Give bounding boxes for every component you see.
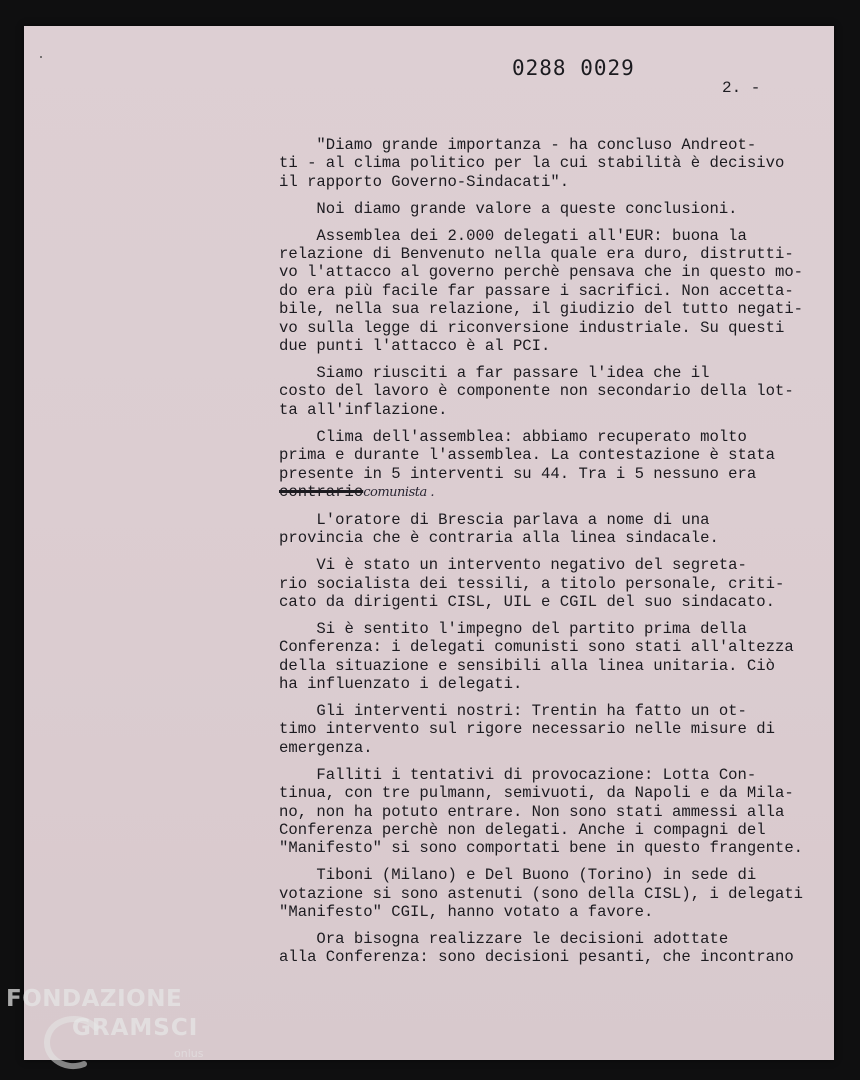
watermark-line-gramsci: GRAMSCI (72, 1015, 199, 1041)
paragraph-impegno-partito: Si è sentito l'impegno del partito prima della Conferenza: i delegati comunisti sono stati all'altezza della situazione e sensibili alla linea unitaria. Ciò ha influenzato i delegati. (279, 619, 794, 694)
paper-speck (40, 56, 42, 58)
paragraph-interventi-nostri: Gli interventi nostri: Trentin ha fatto un ot- timo intervento sul rigore necessario nelle misure di emergenza. (279, 701, 775, 757)
paragraph-andreotti-quote: "Diamo grande importanza - ha concluso Andreot- ti - al clima politico per la cui stabilità è decisivo il rapporto Governo-Sindacati". (279, 136, 785, 191)
paragraph-assemblea-eur: Assemblea dei 2.000 delegati all'EUR: buona la relazione di Benvenuto nella quale era duro, distrutti- vo l'attacco al governo perchè pensava che in questo mo- do era più facile far passare i sacrifici. Non accetta- bile, nella sua relazione, il giudizio del tutto negati- vo sulla legge di riconversione industriale. Su questi due punti l'attacco è al PCI. (279, 226, 804, 356)
paragraph-conclusions: Noi diamo grande valore a queste conclusioni. (279, 199, 738, 218)
struck-out-word: contrario (279, 482, 364, 501)
paragraph-clima-assemblea (279, 428, 824, 503)
page-number: 2. - (722, 79, 761, 97)
handwritten-correction: comunista . (363, 484, 434, 500)
typed-body (279, 136, 824, 975)
paragraph-provocazione: Falliti i tentativi di provocazione: Lotta Con- tinua, con tre pulmann, semivuoti, da Napoli e da Mila- no, non ha potuto entrare. Non sono stati ammessi alla Conferenza perchè non delegati. Anche i compagni del "Manifesto" si sono comportati bene in questo frangente. (279, 765, 804, 858)
paragraph-brescia: L'oratore di Brescia parlava a nome di una provincia che è contraria alla linea sindacale. (279, 510, 719, 548)
paragraph-tessili: Vi è stato un intervento negativo del segreta- rio socialista dei tessili, a titolo personale, criti- cato da dirigenti CISL, UIL e CGIL del suo sindacato. (279, 556, 785, 611)
paragraph-costo-lavoro: Siamo riusciti a far passare l'idea che il costo del lavoro è componente non secondario della lot- ta all'inflazione. (279, 363, 794, 419)
archive-stamp-number: 0288 0029 (512, 56, 635, 80)
clima-typed-text: Clima dell'assemblea: abbiamo recuperato molto prima e durante l'assemblea. La contestazione è stata presente in 5 interventi su 44. Tra i 5 nessuno era (279, 427, 775, 483)
fondazione-gramsci-watermark (6, 986, 226, 1080)
paragraph-votazione: Tiboni (Milano) e Del Buono (Torino) in sede di votazione si sono astenuti (sono della CISL), i delegati "Manifesto" CGIL, hanno votato a favore. (279, 866, 804, 922)
paper-sheet (24, 26, 834, 1060)
watermark-line-onlus: onlus (174, 1047, 204, 1060)
watermark-line-fondazione: FONDAZIONE (6, 986, 183, 1012)
paragraph-decisioni: Ora bisogna realizzare le decisioni adottate alla Conferenza: sono decisioni pesanti, che incontrano (279, 929, 794, 967)
